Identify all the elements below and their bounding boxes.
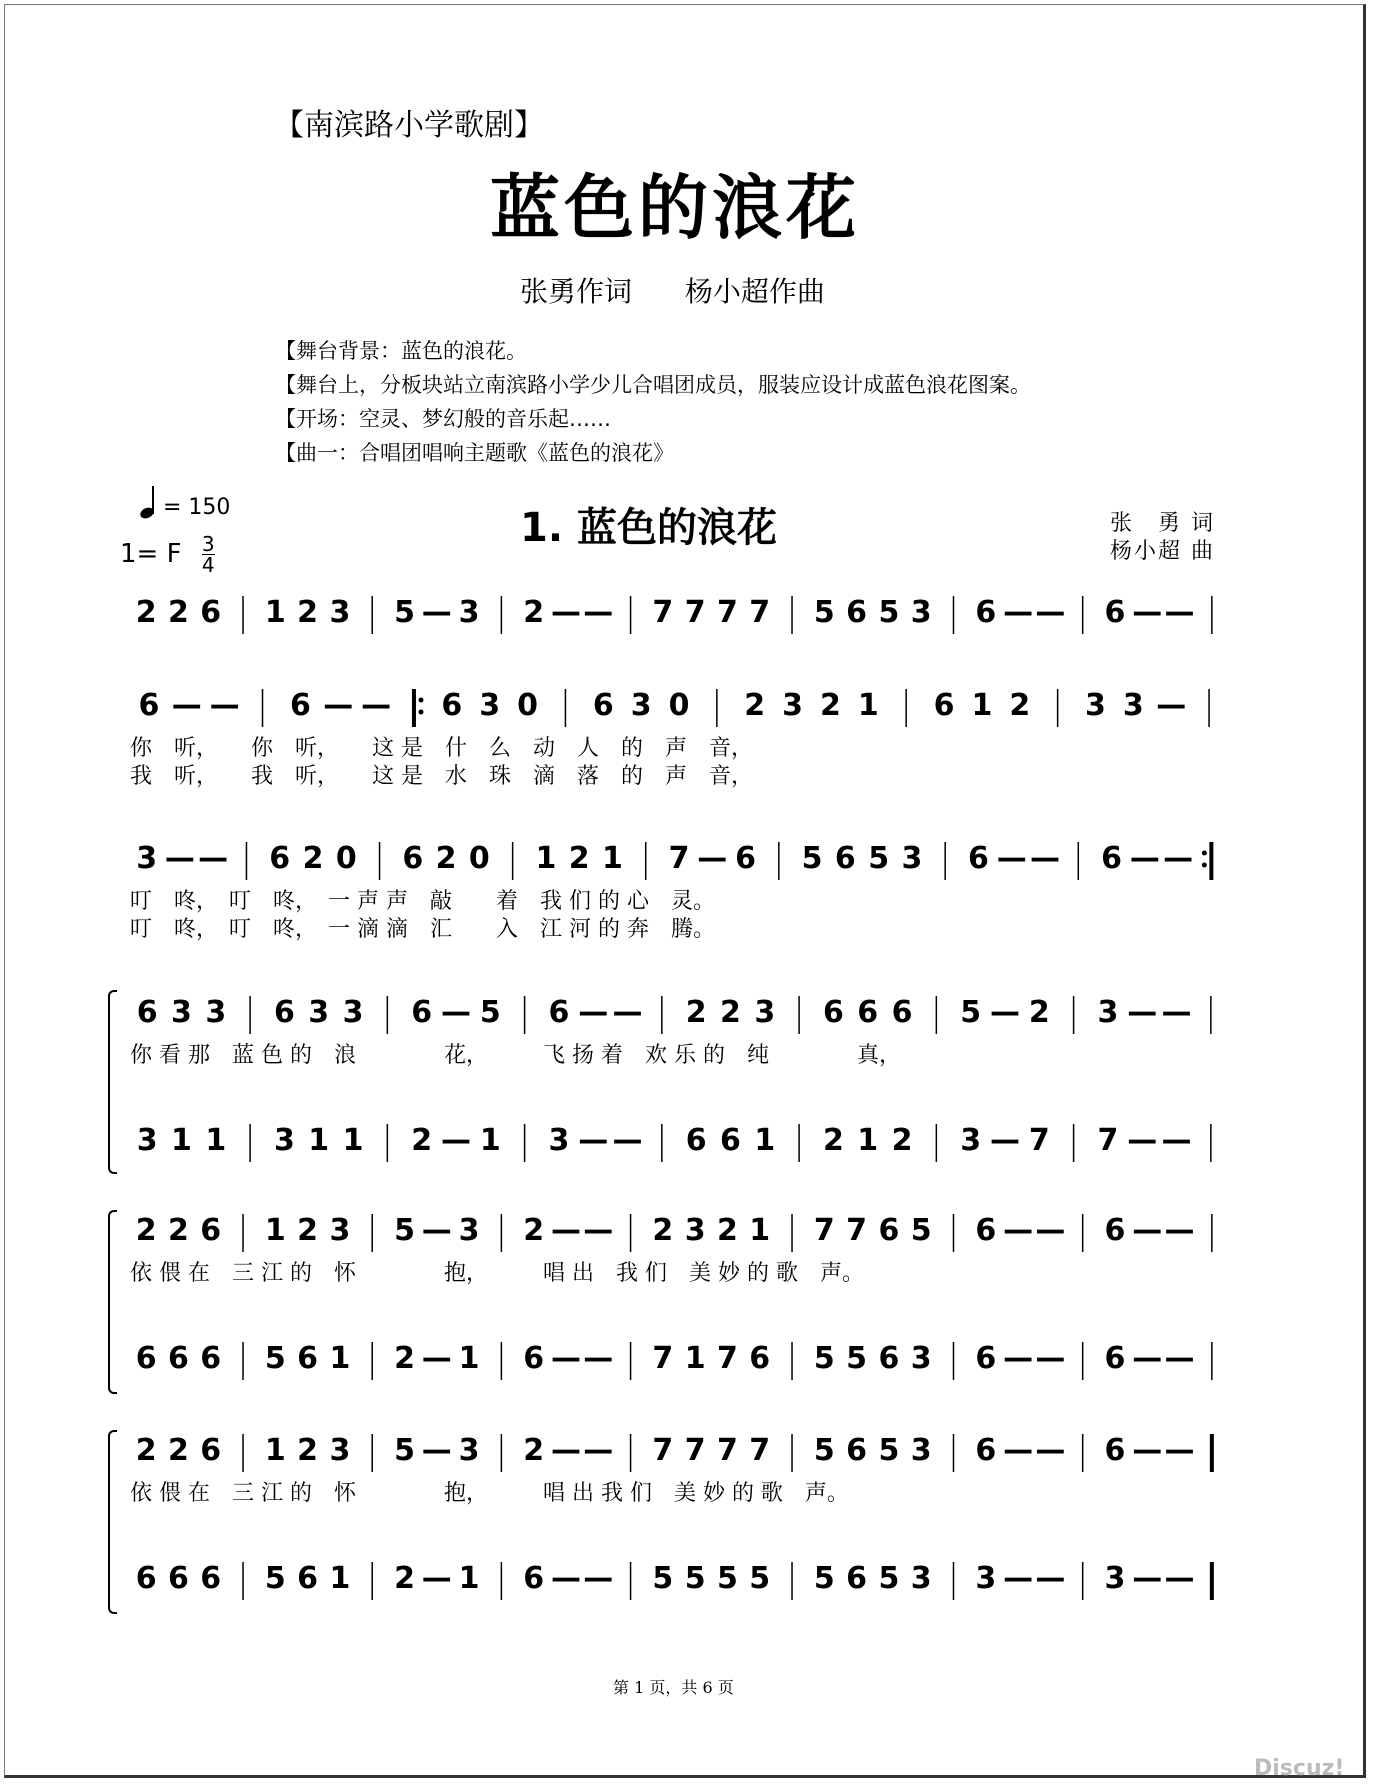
notation-note: 2 [435,841,457,876]
notation-note: 3 [1085,688,1106,723]
notation-note: — [1132,1341,1163,1376]
notation-note: 5 [910,1213,932,1248]
notation-note: 3 [171,995,192,1030]
notation-note: 6 [138,688,160,723]
notation-note: 3 [782,688,804,723]
notation-note: 2 [135,1213,157,1248]
notation-note: 6 [411,995,433,1030]
notation-note: — [583,595,614,630]
notation-note: — [1127,995,1158,1030]
notation-note: 7 [813,1213,835,1248]
notation-note: 6 [548,995,570,1030]
notation-note: 6 [975,595,997,630]
notation-note: 6 [1104,1213,1126,1248]
notation-note: — [323,688,354,723]
notation-note: 5 [479,995,501,1030]
notation-note: 3 [901,841,923,876]
notation-note: 2 [523,1213,545,1248]
notation-note: 2 [297,1433,319,1468]
notation-note: 5 [394,595,415,630]
notation-note: 2 [168,595,189,630]
notation-note: 5 [652,1561,674,1596]
stage-note: 【舞台背景：蓝色的浪花。 [275,339,527,363]
notation-note: 6 [1104,1433,1126,1468]
notation-note: 7 [668,841,690,876]
notation-note: 7 [717,595,738,630]
watermark: Discuz! [1254,1756,1345,1781]
notation-note: 5 [878,1433,900,1468]
notation-note: 5 [264,1561,286,1596]
notation-note: — [440,1123,471,1158]
notation-note: 5 [813,1341,835,1376]
lyric-line: 叮 咚， 叮 咚， 一 滴 滴 汇 入 江 河 的 奔 腾。 [130,917,715,942]
notation-note: 7 [749,595,771,630]
notation-note: 2 [720,995,741,1030]
notation-note: 1 [264,1213,286,1248]
notation-note: — [1163,841,1194,876]
notation-note: 5 [960,995,982,1030]
repeat-dot [418,710,423,715]
notation-note: — [1132,1433,1163,1468]
notation-note: — [1164,595,1195,630]
notation-note: 6 [523,1561,545,1596]
notation-note: — [1035,1561,1066,1596]
notation-note: 1 [458,1341,480,1376]
notation-note: 2 [297,1213,319,1248]
lyric-line: 我 听， 我 听， 这 是 水 珠 滴 落 的 声 音， [130,764,753,789]
notation-note: — [1030,841,1060,876]
notation-note: 1 [749,1213,771,1248]
notation-note: 5 [717,1561,738,1596]
notation-note: 6 [749,1341,771,1376]
notation-note: 6 [846,1433,868,1468]
notation-note: 6 [735,841,756,876]
notation-note: 2 [652,1213,674,1248]
notation-note: 7 [684,1433,706,1468]
notation-note: — [1035,1213,1066,1248]
notation-note: — [1164,1341,1195,1376]
notation-note: — [1003,1341,1034,1376]
notation-note: 7 [684,595,706,630]
notation-note: 1 [479,1123,501,1158]
notation-note: 6 [135,1341,157,1376]
notation-note: 6 [933,688,955,723]
notation-note: 7 [1028,1123,1050,1158]
notation-note: 6 [857,995,879,1030]
notation-note: 1 [171,1123,192,1158]
lyric-line: 你 听， 你 听， 这 是 什 么 动 人 的 声 音， [130,736,753,761]
notation-note: — [171,688,202,723]
notation-note: 2 [411,1123,433,1158]
notation-note: 6 [200,1213,222,1248]
notation-note: 2 [135,1433,157,1468]
notation-note: 7 [652,1433,674,1468]
time-top: 3 [201,532,215,556]
notation-note: 3 [458,595,480,630]
notation-note: 1 [329,1561,351,1596]
notation-note: 3 [136,841,158,876]
notation-note: 1 [971,688,993,723]
notation-note: 3 [273,1123,295,1158]
notation-note: 3 [1104,1561,1126,1596]
notation-note: 5 [394,1433,415,1468]
notation-note: 5 [878,1561,900,1596]
notation-note: 1 [458,1561,480,1596]
notation-note: 3 [136,1123,158,1158]
notation-note: 3 [975,1561,997,1596]
notation-note: 3 [910,1561,932,1596]
song-composer: 杨小超 曲 [1110,539,1215,564]
notation-note: 1 [342,1123,364,1158]
notation-note: — [583,1341,614,1376]
notation-note: 3 [684,1213,706,1248]
notation-note: 5 [684,1561,706,1596]
notation-note: — [583,1561,614,1596]
notation-note: 2 [168,1433,189,1468]
notation-note: — [1164,1433,1195,1468]
notation-note: 2 [168,1213,189,1248]
notation-note: 1 [329,1341,351,1376]
song-lyricist: 张 勇 词 [1110,511,1215,536]
composer: 杨小超作曲 [684,275,825,308]
notation-note: 2 [1028,995,1050,1030]
notation-note: 2 [394,1561,415,1596]
tempo-value: = 150 [163,495,231,520]
notation-note: 3 [342,995,364,1030]
repeat-dot [418,698,423,703]
notation-note: — [198,841,229,876]
notation-note: 2 [744,688,766,723]
notation-note: 6 [1104,1341,1126,1376]
notation-note: — [550,1341,581,1376]
notation-note: 3 [329,595,351,630]
notation-note: — [697,841,728,876]
notation-note: 1 [857,1123,879,1158]
notation-note: — [578,1123,609,1158]
page-title: 蓝色的浪花 [490,167,860,249]
notation-note: 2 [685,995,707,1030]
notation-note: 5 [813,595,835,630]
notation-note: 6 [968,841,989,876]
notation-note: 5 [813,1561,835,1596]
notation-note: 3 [1097,995,1119,1030]
notation-note: 3 [329,1433,351,1468]
notation-note: 6 [168,1561,189,1596]
stage-note: 【曲一：合唱团唱响主题歌《蓝色的浪花》 [275,441,674,465]
repeat-dot [1202,851,1207,856]
notation-note: — [1003,595,1034,630]
notation-note: 3 [205,995,227,1030]
notation-note: 6 [891,995,913,1030]
notation-note: 7 [717,1433,738,1468]
notation-note: 5 [846,1341,868,1376]
repeat-dot [1202,863,1207,868]
notation-note: — [578,995,609,1030]
notation-note: — [421,1433,452,1468]
notation-note: 2 [717,1213,738,1248]
notation-note: 2 [297,595,319,630]
notation-note: 6 [975,1341,997,1376]
notation-note: 6 [297,1341,319,1376]
notation-note: — [361,688,392,723]
opera-tag: 【南滨路小学歌剧】 [274,108,544,143]
notation-note: — [583,1433,614,1468]
notation-note: 6 [592,688,614,723]
notation-note: — [1035,1433,1066,1468]
notation-note: 6 [846,595,868,630]
notation-note: 5 [749,1561,771,1596]
notation-note: 7 [652,595,674,630]
notation-note: 0 [468,841,490,876]
notation-note: 0 [668,688,690,723]
lyric-line: 依 偎 在 三 江 的 怀 抱， 唱 出 我 们 美 妙 的 歌 声。 [130,1481,849,1506]
notation-note: — [550,595,581,630]
notation-note: — [1132,595,1163,630]
notation-note: 2 [1009,688,1031,723]
stage-note: 【舞台上，分板块站立南滨路小学少儿合唱团成员，服装应设计成蓝色浪花图案。 [275,373,1031,397]
notation-note: 7 [717,1341,738,1376]
notation-note: 2 [394,1341,415,1376]
notation-note: 6 [1104,595,1126,630]
notation-note: — [421,595,452,630]
notation-note: 6 [1101,841,1122,876]
lyric-line: 你 看 那 蓝 色 的 浪 花， 飞 扬 着 欢 乐 的 纯 真， [130,1043,901,1068]
notation-note: 6 [200,595,222,630]
notation-note: 3 [1122,688,1144,723]
notation-note: 6 [685,1123,707,1158]
notation-note: — [1156,688,1187,723]
notation-note: 6 [441,688,463,723]
notation-note: 5 [868,841,890,876]
notation-note: 6 [822,995,844,1030]
notation-note: — [550,1561,581,1596]
notation-note: 6 [878,1213,900,1248]
notation-note: 2 [568,841,590,876]
notation-note: 2 [822,1123,844,1158]
notation-note: 6 [402,841,424,876]
notation-note: 6 [289,688,311,723]
notation-note: 6 [200,1341,222,1376]
lyricist: 张勇作词 [520,275,633,308]
notation-note: 3 [458,1213,480,1248]
notation-note: 6 [878,1341,900,1376]
notation-note: 3 [910,1341,932,1376]
notation-note: — [1164,1213,1195,1248]
notation-note: 3 [630,688,652,723]
notation-note: 1 [205,1123,227,1158]
notation-note: 3 [308,995,330,1030]
notation-note: 6 [273,995,295,1030]
notation-note: 6 [269,841,291,876]
notation-note: 3 [548,1123,570,1158]
notation-note: 6 [297,1561,319,1596]
notation-note: 6 [720,1123,741,1158]
notation-note: — [1129,841,1160,876]
notation-note: 2 [523,1433,545,1468]
notation-note: — [209,688,240,723]
notation-note: 6 [135,1561,157,1596]
notation-note: — [421,1341,452,1376]
notation-note: 2 [302,841,324,876]
notation-note: 0 [517,688,538,723]
notation-note: — [996,841,1027,876]
notation-note: 1 [264,595,286,630]
notation-note: — [612,995,643,1030]
notation-note: — [1003,1213,1034,1248]
notation-note: 1 [754,1123,776,1158]
notation-note: 7 [749,1433,771,1468]
notation-note: 0 [335,841,357,876]
notation-note: — [1035,595,1066,630]
notation-note: — [164,841,195,876]
notation-note: — [612,1123,643,1158]
notation-note: — [989,995,1020,1030]
notation-note: — [583,1213,614,1248]
notation-note: 5 [801,841,823,876]
notation-note: 1 [535,841,557,876]
song-title: 1. 蓝色的浪花 [520,505,777,551]
notation-note: — [1161,995,1192,1030]
notation-note: 1 [857,688,879,723]
lyric-line: 叮 咚， 叮 咚， 一 声 声 敲 着 我 们 的 心 灵。 [130,889,715,914]
key-value: 1= F [120,539,182,569]
notation-note: 6 [200,1433,222,1468]
stage-note: 【开场：空灵、梦幻般的音乐起…… [275,407,611,431]
notation-note: 7 [1097,1123,1119,1158]
notation-note: 3 [960,1123,982,1158]
notation-note: 6 [200,1561,222,1596]
notation-note: 3 [910,1433,932,1468]
notation-note: — [1003,1433,1034,1468]
notation-note: 5 [878,595,900,630]
notation-note: 5 [813,1433,835,1468]
notation-note: 3 [458,1433,480,1468]
notation-note: — [1035,1341,1066,1376]
notation-note: 5 [264,1341,286,1376]
notation-note: 1 [308,1123,330,1158]
notation-note: 6 [136,995,158,1030]
notation-note: — [421,1213,452,1248]
notation-note: — [421,1561,452,1596]
notation-note: 2 [891,1123,913,1158]
notation-note: — [1127,1123,1158,1158]
notation-note: 1 [602,841,623,876]
notation-note: 2 [523,595,545,630]
notation-note: 3 [910,595,932,630]
notation-note: 7 [652,1341,674,1376]
notation-note: 7 [846,1213,868,1248]
time-bottom: 4 [201,553,215,577]
notation-note: 6 [523,1341,545,1376]
notation-note: 2 [820,688,841,723]
notation-note: — [550,1433,581,1468]
notation-note: — [1161,1123,1192,1158]
page-footer: 第 1 页，共 6 页 [613,1678,734,1697]
notation-note: 1 [684,1341,706,1376]
notation-note: 3 [479,688,501,723]
notation-note: — [1132,1561,1163,1596]
notation-note: 2 [135,595,157,630]
notation-note: — [440,995,471,1030]
notation-note: 1 [264,1433,286,1468]
notation-note: — [1003,1561,1034,1596]
notation-note: 6 [834,841,856,876]
notation-note: 5 [394,1213,415,1248]
notation-note: — [1132,1213,1163,1248]
notation-note: — [550,1213,581,1248]
lyric-line: 依 偎 在 三 江 的 怀 抱， 唱 出 我 们 美 妙 的 歌 声。 [130,1261,864,1286]
notation-note: — [1164,1561,1195,1596]
notation-note: 3 [754,995,776,1030]
notation-note: 6 [975,1433,997,1468]
notation-note: 6 [846,1561,868,1596]
notation-note: — [989,1123,1020,1158]
notation-note: 6 [975,1213,997,1248]
notation-note: 6 [168,1341,189,1376]
notation-note: 3 [329,1213,351,1248]
